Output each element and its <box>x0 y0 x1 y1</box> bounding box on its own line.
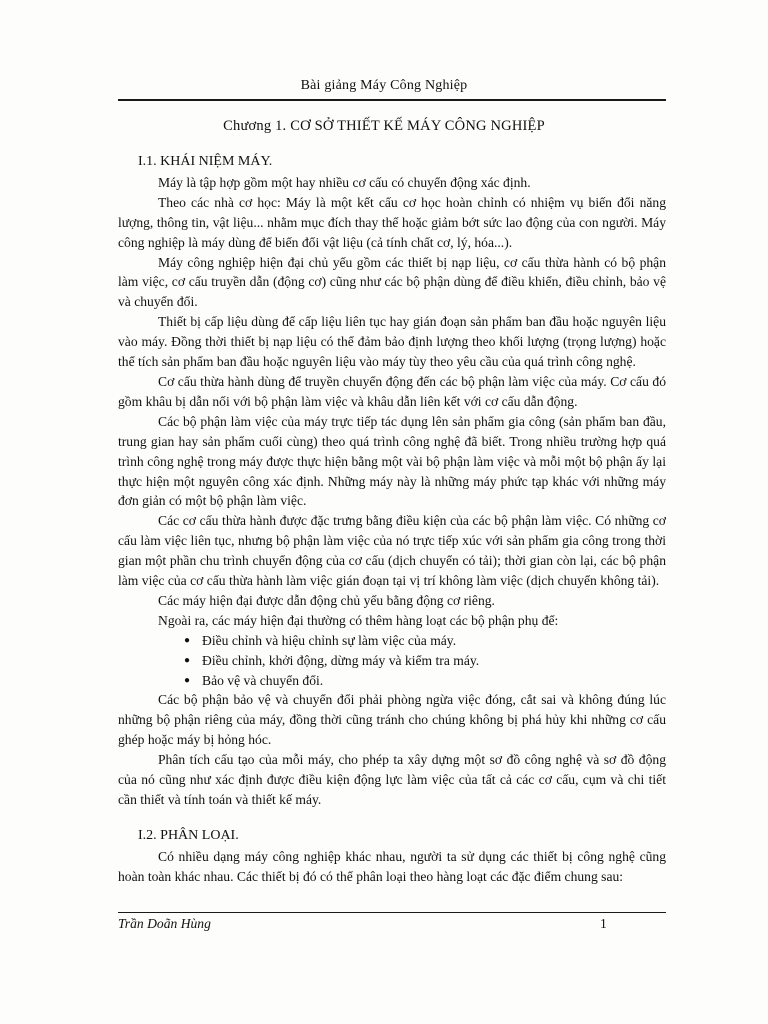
footer-author: Trần Doãn Hùng <box>118 916 211 931</box>
list-item-text: Bảo vệ và chuyển đổi. <box>202 672 324 688</box>
paragraph: Máy là tập hợp gồm một hay nhiều cơ cấu có chuyển động xác định. <box>158 174 531 190</box>
footer-divider <box>118 912 666 913</box>
bullet-icon: ● <box>184 634 191 646</box>
paragraph: Phân tích cấu tạo của mỗi máy, cho phép ta xây dựng một sơ đồ công nghệ và sơ đồ động của nó cũng như xác định được điều kiện động lực làm việc của tất cả các cơ cấu, cụm và chi tiết cần thiết và tính toán và thiết kế máy. <box>118 752 666 807</box>
paragraph: Các cơ cấu thừa hành được đặc trưng bằng điều kiện của các bộ phận làm việc. Có những cơ cấu làm việc liên tục, nhưng bộ phận làm việc của nó trực tiếp xúc với sản phẩm gia công trong thời gian một phần chu trình chuyển động của cơ cấu (dịch chuyển có tải); thời gian còn lại, các bộ phận làm việc của cơ cấu thừa hành làm việc gián đoạn tại vị trí không làm việc (dịch chuyển không tải). <box>118 513 666 589</box>
bullet-icon: ● <box>184 654 191 666</box>
section-heading-1: I.1. KHÁI NIỆM MÁY. <box>138 154 273 169</box>
section-heading-2: I.2. PHÂN LOẠI. <box>138 827 239 843</box>
paragraph: Các bộ phận bảo vệ và chuyển đổi phải phòng ngừa việc đóng, cắt sai và không đúng lúc những bộ phận riêng của máy, đồng thời cũng tránh cho chúng không bị phá hủy khi những cơ cấu ghép hoặc máy bị hỏng hóc. <box>118 692 666 748</box>
bullet-icon: ● <box>184 674 191 686</box>
paragraph: Theo các nhà cơ học: Máy là một kết cấu cơ học hoàn chỉnh có nhiệm vụ biến đổi năng lượng, thông tin, vật liệu... nhằm mục đích thay thế hoặc giảm bớt sức lao động của con người. Máy công nghiệp là máy dùng để biến đổi vật liệu (cả tính chất cơ, lý, hóa...). <box>118 194 666 250</box>
header-divider <box>118 99 666 101</box>
paragraph: Ngoài ra, các máy hiện đại thường có thêm hàng loạt các bộ phận phụ để: <box>158 612 559 628</box>
paragraph: Cơ cấu thừa hành dùng để truyền chuyển động đến các bộ phận làm việc của máy. Cơ cấu đó gồm khâu bị dẫn nối với bộ phận làm việc và khâu dẫn liên kết với cơ cấu dẫn động. <box>118 373 666 409</box>
body-content <box>118 150 666 887</box>
chapter-title: Chương 1. CƠ SỞ THIẾT KẾ MÁY CÔNG NGHIỆP <box>223 118 545 134</box>
paragraph: Thiết bị cấp liệu dùng để cấp liệu liên tục hay gián đoạn sản phẩm ban đầu hoặc nguyên liệu vào máy. Đồng thời thiết bị nạp liệu có thể đảm bảo định lượng theo khối lượng (trọng lượng) hoặc thể tích sản phẩm ban đầu hoặc nguyên liệu vào máy tùy theo yêu cầu của quá trình công nghệ. <box>118 314 666 370</box>
paragraph: Có nhiều dạng máy công nghiệp khác nhau, người ta sử dụng các thiết bị công nghệ cũng hoàn toàn khác nhau. Các thiết bị đó có thể phân loại theo hàng loạt các đặc điểm chung sau: <box>118 848 666 884</box>
running-header: Bài giảng Máy Công Nghiệp <box>300 78 468 93</box>
page-number: 1 <box>600 916 607 931</box>
paragraph: Các bộ phận làm việc của máy trực tiếp tác dụng lên sản phẩm gia công (sản phẩm ban đầu, trung gian hay sản phẩm cuối cùng) theo quá trình công nghệ đã biết. Trong nhiều trường hợp quá trình công nghệ trong máy được thực hiện bằng một vài bộ phận làm việc và mỗi một bộ phận ấy lại thực hiện một nguyên công xác định. Những máy này là những máy phức tạp khác với những máy đơn giản có một bộ phận làm việc. <box>118 413 666 509</box>
bullet-list <box>118 631 666 691</box>
list-item <box>118 651 666 671</box>
list-item-text: Điều chỉnh và hiệu chỉnh sự làm việc của máy. <box>202 632 457 648</box>
list-item <box>118 671 666 691</box>
paragraph: Các máy hiện đại được dẫn động chủ yếu bằng động cơ riêng. <box>158 592 495 608</box>
list-item <box>118 631 666 651</box>
paragraph: Máy công nghiệp hiện đại chủ yếu gồm các thiết bị nạp liệu, cơ cấu thừa hành có bộ phận làm việc, cơ cấu truyền dẫn (động cơ) cũng như các bộ phận dùng để điều khiển, điều chỉnh, bảo vệ và chuyển đổi. <box>118 254 666 310</box>
list-item-text: Điều chỉnh, khởi động, dừng máy và kiểm tra máy. <box>202 652 480 668</box>
